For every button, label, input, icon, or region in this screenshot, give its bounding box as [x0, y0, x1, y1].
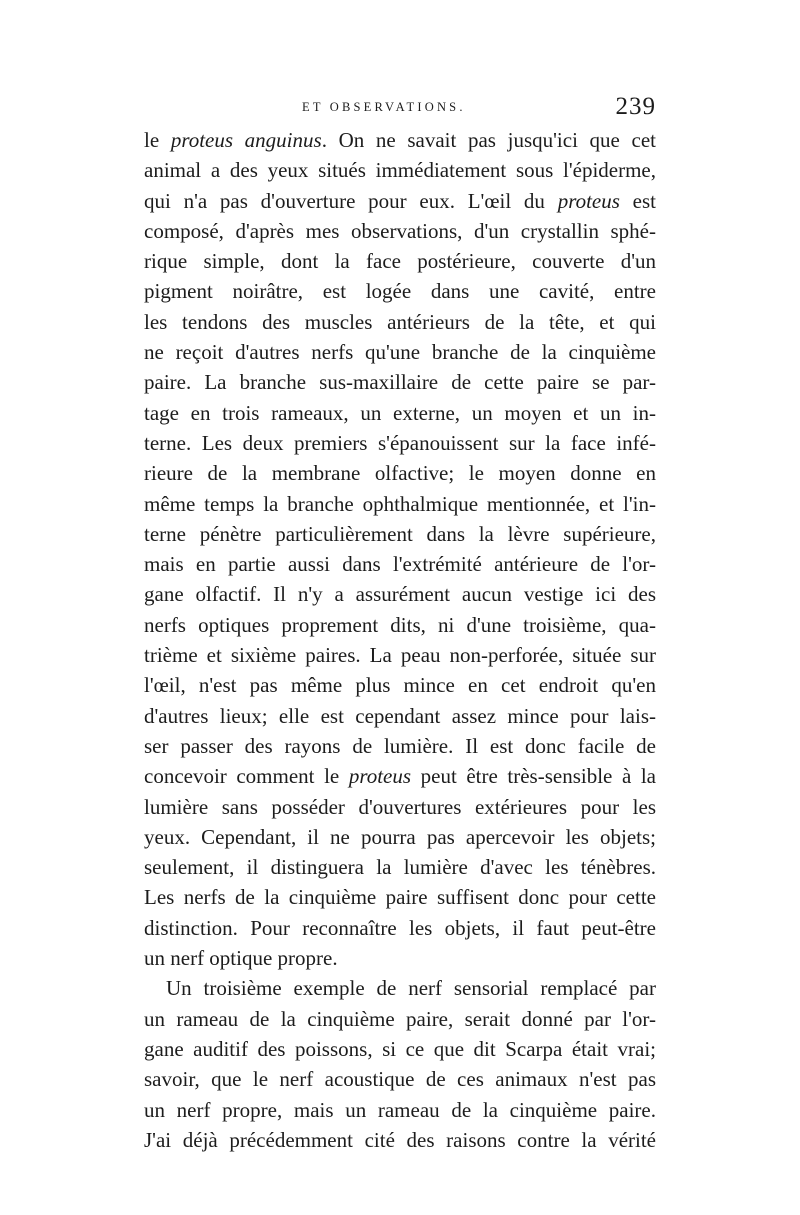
text-line: rique simple, dont la face postérieure, couverte d'un [144, 249, 656, 274]
text-line: un nerf propre, mais un rameau de la cinquième paire. [144, 1097, 656, 1122]
text-line: J'ai déjà précédemment cité des raisons contre la vérité [144, 1127, 656, 1152]
running-head: ET OBSERVATIONS. [302, 100, 466, 114]
text-line: gane olfactif. Il n'y a assurément aucun vestige ici des [144, 582, 656, 607]
text-line: l'œil, n'est pas même plus mince en cet endroit qu'en [144, 673, 656, 698]
text-line: seulement, il distinguera la lumière d'avec les ténèbres. [144, 855, 656, 880]
text-line: les tendons des muscles antérieurs de la tête, et qui [144, 309, 656, 334]
text-line: Les nerfs de la cinquième paire suffisent donc pour cette [144, 885, 656, 910]
page-header [144, 95, 656, 125]
text-line: mais en partie aussi dans l'extrémité antérieure de l'or- [144, 552, 656, 577]
text-line: nerfs optiques proprement dits, ni d'une troisième, qua- [144, 612, 656, 637]
text-line: terne. Les deux premiers s'épanouissent sur la face infé- [144, 430, 656, 455]
text-line: d'autres lieux; elle est cependant assez mince pour lais- [144, 703, 656, 728]
page-number: 239 [615, 93, 656, 120]
text-line: Un troisième exemple de nerf sensorial remplacé par [166, 976, 656, 1001]
text-line: le proteus anguinus. On ne savait pas jusqu'ici que cet [144, 128, 656, 152]
text-line: yeux. Cependant, il ne pourra pas apercevoir les objets; [144, 824, 656, 849]
text-line: un rameau de la cinquième paire, serait donné par l'or- [144, 1006, 656, 1031]
text-line: qui n'a pas d'ouverture pour eux. L'œil du proteus est [144, 188, 656, 213]
text-line: paire. La branche sus-maxillaire de cette paire se par- [144, 370, 656, 395]
text-line: gane auditif des poissons, si ce que dit Scarpa était vrai; [144, 1036, 656, 1061]
text-line: même temps la branche ophthalmique mentionnée, et l'in- [144, 491, 656, 516]
text-line: pigment noirâtre, est logée dans une cavité, entre [144, 279, 656, 304]
text-line: rieure de la membrane olfactive; le moyen donne en [144, 461, 656, 486]
body-text [144, 125, 656, 1155]
text-line: terne pénètre particulièrement dans la lèvre supérieure, [144, 521, 656, 546]
text-line: ser passer des rayons de lumière. Il est donc facile de [144, 733, 656, 758]
text-line: tage en trois rameaux, un externe, un moyen et un in- [144, 400, 656, 425]
text-line: animal a des yeux situés immédiatement sous l'épiderme, [144, 158, 656, 183]
text-line: trième et sixième paires. La peau non-perforée, située sur [144, 643, 656, 668]
text-line: savoir, que le nerf acoustique de ces animaux n'est pas [144, 1067, 656, 1092]
text-line: composé, d'après mes observations, d'un crystallin sphé- [144, 218, 656, 243]
text-line: concevoir comment le proteus peut être très-sensible à la [144, 764, 657, 789]
text-line: distinction. Pour reconnaître les objets, il faut peut-être [144, 915, 656, 940]
text-line: un nerf optique propre. [144, 946, 338, 971]
text-line: lumière sans posséder d'ouvertures extérieures pour les [144, 794, 656, 819]
text-line: ne reçoit d'autres nerfs qu'une branche de la cinquième [144, 340, 656, 365]
